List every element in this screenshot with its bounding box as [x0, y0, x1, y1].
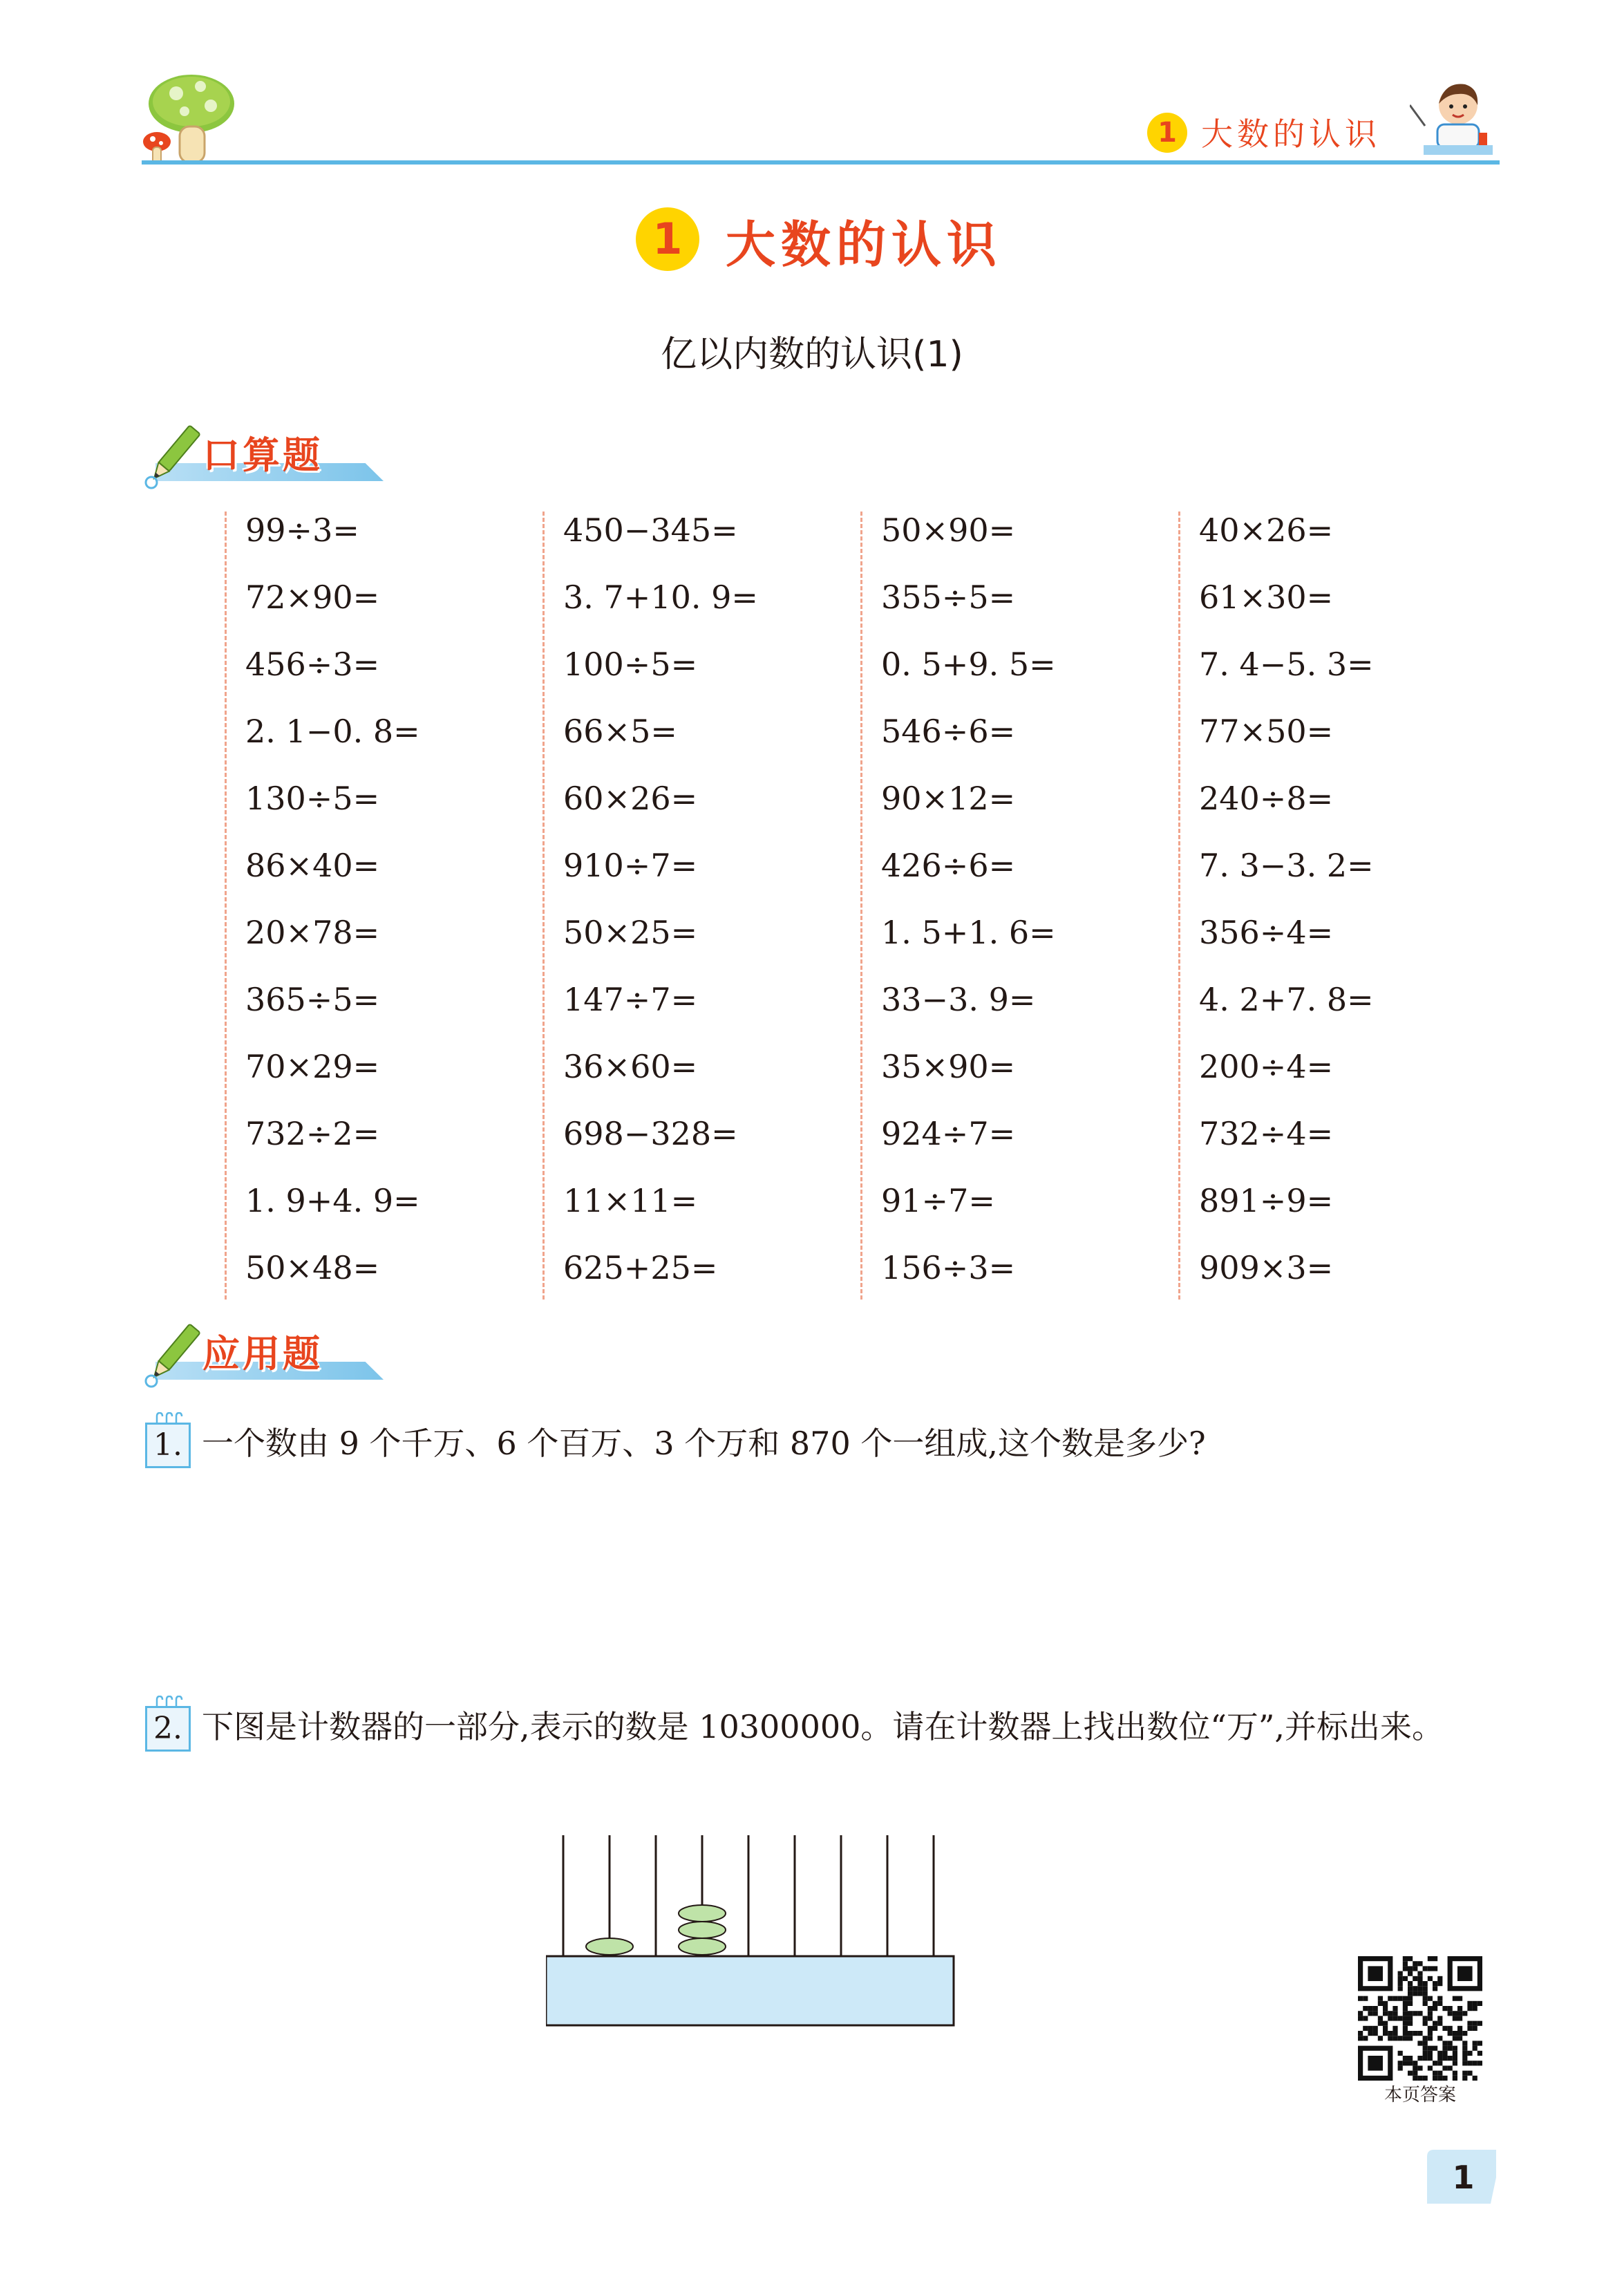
oral-problem: 90×12= — [881, 780, 1016, 817]
oral-problem: 200÷4= — [1199, 1048, 1334, 1085]
header-chapter-title: 大数的认识 — [1201, 115, 1381, 153]
oral-problem: 456÷3= — [245, 646, 380, 683]
oral-problem: 924÷7= — [881, 1115, 1016, 1152]
oral-problem: 70×29= — [245, 1048, 380, 1085]
oral-problem: 130÷5= — [245, 780, 380, 817]
oral-problem: 1. 9+4. 9= — [245, 1182, 420, 1219]
oral-problem: 11×11= — [563, 1182, 698, 1219]
oral-problem: 2. 1−0. 8= — [245, 713, 420, 750]
oral-problem: 66×5= — [563, 713, 677, 750]
oral-problem: 72×90= — [245, 579, 380, 616]
lesson-title: 亿以内数的认识(1) — [661, 334, 963, 375]
oral-problem: 86×40= — [245, 847, 380, 884]
header-chapter-badge: 1 — [1147, 113, 1187, 153]
question-number-text: 1. — [153, 1427, 182, 1463]
oral-problem: 20×78= — [245, 914, 380, 951]
oral-problem: 910÷7= — [563, 847, 698, 884]
oral-problem: 450−345= — [563, 512, 738, 549]
oral-problem: 1. 5+1. 6= — [881, 914, 1056, 951]
oral-problem: 50×48= — [245, 1249, 380, 1286]
oral-problem: 36×60= — [563, 1048, 698, 1085]
question-number-text: 2. — [153, 1711, 182, 1746]
section-label-text: 应用题 — [202, 1332, 323, 1376]
section-label-text: 口算题 — [202, 433, 323, 477]
unit-title: 大数的认识 — [726, 216, 1003, 274]
oral-problem: 365÷5= — [245, 981, 380, 1018]
oral-problem: 147÷7= — [563, 981, 698, 1018]
oral-problem: 426÷6= — [881, 847, 1016, 884]
oral-problem: 355÷5= — [881, 579, 1016, 616]
oral-problem: 240÷8= — [1199, 780, 1334, 817]
pencil-icon — [142, 422, 204, 491]
question-2-text: 下图是计数器的一部分,表示的数是 10300000。请在计数器上找出数位“万”,并标出来。 — [202, 1708, 1444, 1745]
oral-problem: 77×50= — [1199, 713, 1334, 750]
oral-problem: 33−3. 9= — [881, 981, 1036, 1018]
oral-problem: 891÷9= — [1199, 1182, 1334, 1219]
question-number-2 — [145, 1706, 191, 1752]
column-divider — [860, 512, 862, 1300]
pencil-icon — [142, 1320, 204, 1389]
oral-problem: 35×90= — [881, 1048, 1016, 1085]
qr-code-icon[interactable] — [1358, 1956, 1482, 2081]
oral-problem: 50×25= — [563, 914, 698, 951]
notebook-rings-icon — [153, 1412, 185, 1425]
oral-problem: 100÷5= — [563, 646, 698, 683]
oral-problem: 156÷3= — [881, 1249, 1016, 1286]
oral-problem: 3. 7+10. 9= — [563, 579, 758, 616]
oral-problem: 0. 5+9. 5= — [881, 646, 1056, 683]
oral-problem: 61×30= — [1199, 579, 1334, 616]
abacus-bead — [679, 1938, 726, 1955]
boy-at-desk-icon — [1410, 77, 1500, 167]
oral-problem: 732÷2= — [245, 1115, 380, 1152]
unit-number-badge: 1 — [636, 207, 699, 271]
oral-problem: 60×26= — [563, 780, 698, 817]
abacus-base — [546, 1956, 954, 2025]
column-divider — [542, 512, 545, 1300]
oral-problem: 356÷4= — [1199, 914, 1334, 951]
abacus-counter[interactable] — [546, 1832, 961, 2032]
qr-label: 本页答案 — [1384, 2085, 1456, 2106]
abacus-bead — [679, 1922, 726, 1938]
oral-problem: 91÷7= — [881, 1182, 995, 1219]
oral-problem: 698−328= — [563, 1115, 738, 1152]
header-rule — [142, 160, 1500, 165]
oral-problem: 40×26= — [1199, 512, 1334, 549]
oral-problem: 7. 3−3. 2= — [1199, 847, 1374, 884]
page-number: 1 — [1452, 2159, 1475, 2196]
oral-problem: 50×90= — [881, 512, 1016, 549]
oral-problem: 732÷4= — [1199, 1115, 1334, 1152]
section-label-oral — [142, 422, 390, 498]
oral-problem: 7. 4−5. 3= — [1199, 646, 1374, 683]
oral-problem: 625+25= — [563, 1249, 718, 1286]
oral-problem: 4. 2+7. 8= — [1199, 981, 1374, 1018]
column-divider — [1178, 512, 1180, 1300]
question-1-text: 一个数由 9 个千万、6 个百万、3 个万和 870 个一组成,这个数是多少? — [202, 1425, 1206, 1462]
abacus-bead — [679, 1905, 726, 1922]
question-number-1 — [145, 1423, 191, 1468]
oral-problem: 99÷3= — [245, 512, 359, 549]
oral-problem: 909×3= — [1199, 1249, 1334, 1286]
abacus-bead — [586, 1938, 633, 1955]
section-label-application — [142, 1320, 390, 1396]
mushroom-decoration-icon — [142, 66, 238, 169]
oral-problem: 546÷6= — [881, 713, 1016, 750]
notebook-rings-icon — [153, 1696, 185, 1708]
column-divider — [225, 512, 227, 1300]
